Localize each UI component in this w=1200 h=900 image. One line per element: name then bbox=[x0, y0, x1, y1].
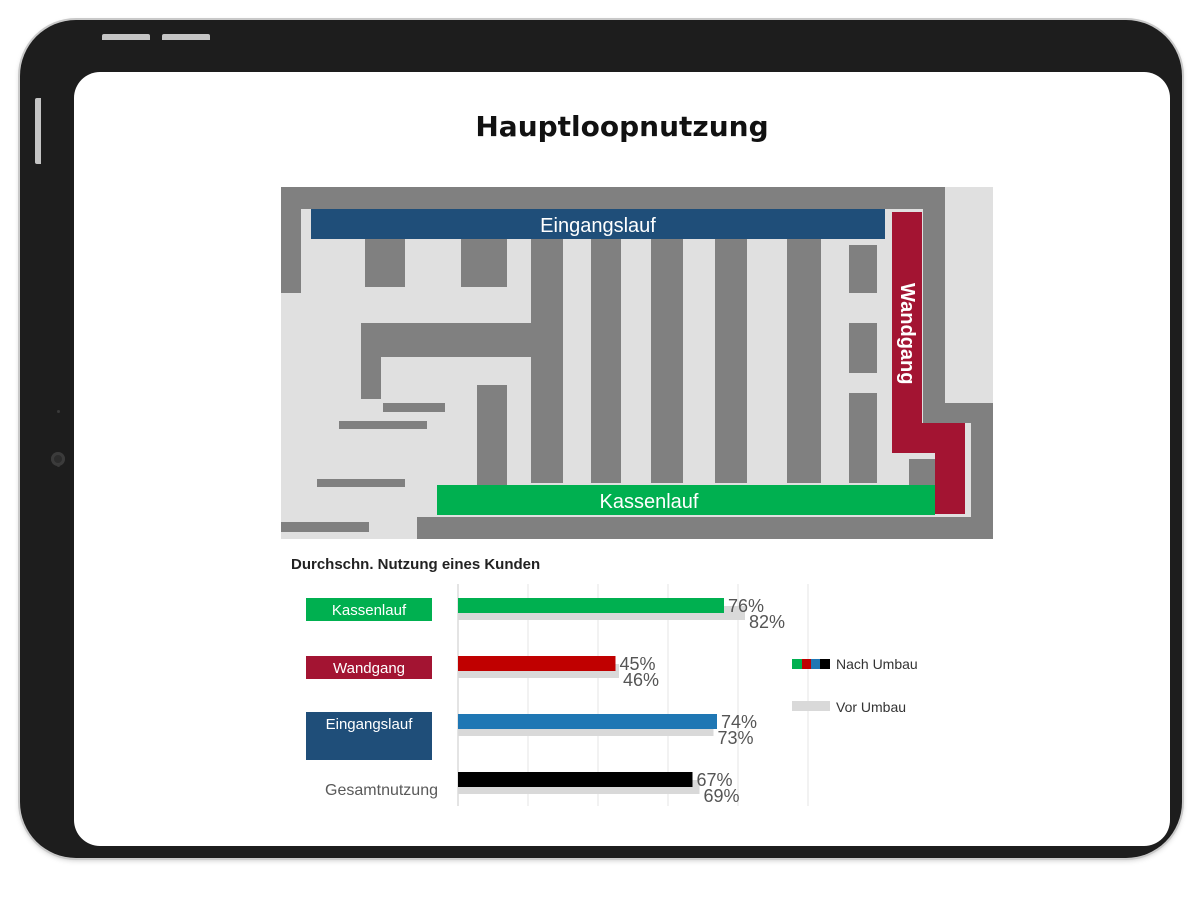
legend-swatch-part bbox=[820, 659, 830, 669]
legend-swatch-part bbox=[792, 659, 802, 669]
bar-nach-umbau bbox=[458, 598, 724, 613]
category-label: Eingangslauf bbox=[325, 716, 413, 733]
value-label-vor-umbau: 69% bbox=[703, 786, 740, 806]
category-label: Wandgang bbox=[333, 660, 405, 677]
tablet-top-button bbox=[102, 34, 150, 40]
tablet-sensor bbox=[57, 464, 60, 467]
value-label-nach-umbau: 45% bbox=[619, 654, 656, 674]
bar-nach-umbau bbox=[458, 656, 616, 671]
chart-category-labels bbox=[306, 598, 438, 799]
usage-bar-chart bbox=[74, 72, 1170, 846]
tablet-top-button bbox=[162, 34, 210, 40]
category-label: Gesamtnutzung bbox=[325, 782, 438, 799]
chart-legend bbox=[792, 656, 918, 715]
value-label-vor-umbau: 82% bbox=[749, 612, 786, 632]
bar-nach-umbau bbox=[458, 714, 717, 729]
chart-title: Durchschn. Nutzung eines Kunden bbox=[291, 556, 541, 573]
tablet-side-button bbox=[35, 98, 41, 164]
legend-swatch-nach-umbau bbox=[792, 659, 830, 669]
value-label-nach-umbau: 76% bbox=[728, 596, 765, 616]
legend-label-nach-umbau: Nach Umbau bbox=[836, 656, 918, 672]
legend-swatch-part bbox=[811, 659, 820, 669]
value-label-nach-umbau: 67% bbox=[696, 770, 733, 790]
wall-loop-label: Wandgang bbox=[896, 283, 918, 385]
chart-bars bbox=[458, 596, 785, 806]
category-label: Kassenlauf bbox=[331, 602, 407, 619]
checkout-loop-label: Kassenlauf bbox=[599, 491, 699, 513]
value-label-vor-umbau: 73% bbox=[717, 728, 754, 748]
bar-nach-umbau bbox=[458, 772, 693, 787]
tablet-frame bbox=[20, 20, 1182, 858]
legend-swatch-vor-umbau bbox=[792, 701, 830, 711]
value-label-vor-umbau: 46% bbox=[623, 670, 660, 690]
tablet-sensor bbox=[57, 410, 60, 413]
page-title: Hauptloopnutzung bbox=[475, 110, 769, 143]
value-label-nach-umbau: 74% bbox=[721, 712, 758, 732]
legend-label-vor-umbau: Vor Umbau bbox=[836, 699, 907, 715]
legend-swatch-part bbox=[802, 659, 811, 669]
tablet-screen bbox=[74, 72, 1170, 846]
entrance-loop-label: Eingangslauf bbox=[540, 215, 656, 237]
